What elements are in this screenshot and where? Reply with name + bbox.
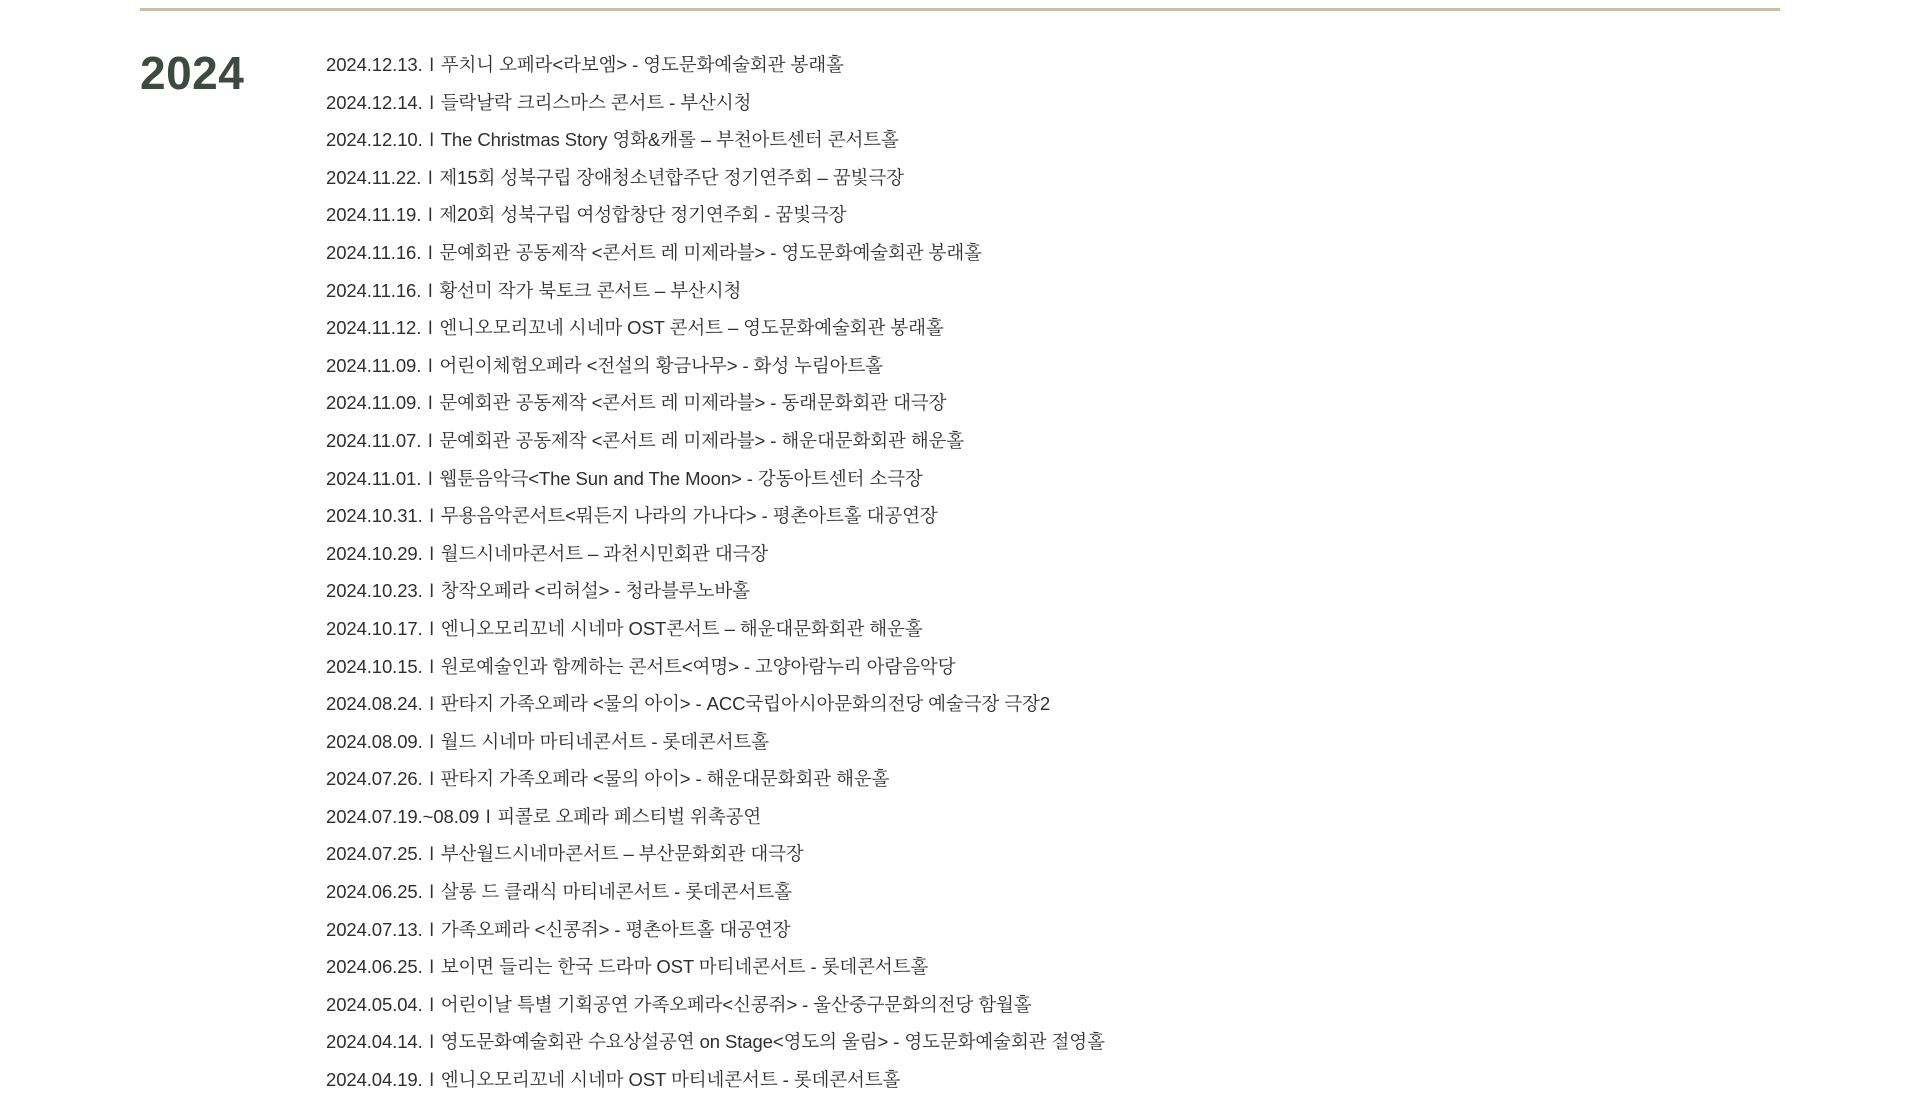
performance-title: 웹툰음악극<The Sun and The Moon> - 강동아트센터 소극장 [439,467,923,489]
performance-date: 2024.12.14. [326,91,423,113]
performance-entry [326,760,1866,798]
performance-separator: l [423,392,438,414]
performance-title: The Christmas Story 영화&캐롤 – 부천아트센터 콘서트홀 [440,129,899,151]
performance-separator: l [424,91,439,113]
performance-separator: l [423,467,438,489]
performance-separator: l [424,993,439,1015]
performance-separator: l [423,429,438,451]
performance-entry [326,272,1866,310]
performance-date: 2024.05.04. [326,993,423,1015]
performance-entry [326,873,1866,911]
performance-entry [326,159,1866,197]
performance-date: 2024.06.25. [326,881,423,903]
performance-separator: l [424,918,439,940]
performance-separator: l [424,54,439,75]
performance-title: 제20회 성북구립 여성합창단 정기연주회 - 꿈빛극장 [439,204,847,226]
performance-entry [326,648,1866,686]
year-label: 2024 [140,47,245,99]
performance-title: 어린이날 특별 기획공연 가족오페라<신콩쥐> - 울산중구문화의전당 함월홀 [440,993,1032,1015]
performance-date: 2024.06.25. [326,956,423,978]
performance-entry [326,835,1866,873]
performance-title: 가족오페라 <신콩쥐> - 평촌아트홀 대공연장 [440,918,791,940]
performance-title: 엔니오모리꼬네 시네마 OST 콘서트 – 영도문화예술회관 봉래홀 [439,317,944,339]
performance-date: 2024.12.13. [326,54,423,75]
performance-separator: l [424,1031,439,1053]
performance-separator: l [423,317,438,339]
performance-title: 엔니오모리꼬네 시네마 OST콘서트 – 해운대문화회관 해운홀 [440,617,923,639]
performance-date: 2024.11.01. [326,467,422,489]
performance-date: 2024.11.12. [326,317,422,339]
performance-entry [326,196,1866,234]
performance-entry [326,948,1866,986]
performance-title: 보이면 들리는 한국 드라마 OST 마티네콘서트 - 롯데콘서트홀 [440,956,929,978]
performance-title: 제15회 성북구립 장애청소년합주단 정기연주회 – 꿈빛극장 [439,166,904,188]
performance-date: 2024.10.17. [326,617,423,639]
performance-separator: l [424,505,439,527]
performance-date: 2024.11.22. [326,166,422,188]
performance-entry [326,234,1866,272]
performance-list [326,46,1866,1099]
performance-entry [326,460,1866,498]
performance-date: 2024.11.19. [326,204,422,226]
performance-title: 엔니오모리꼬네 시네마 OST 마티네콘서트 - 롯데콘서트홀 [440,1069,901,1091]
performance-title: 문예회관 공동제작 <콘서트 레 미제라블> - 동래문화회관 대극장 [439,392,947,414]
performance-entry [326,572,1866,610]
performance-title: 창작오페라 <리허설> - 청라블루노바홀 [440,580,750,602]
performance-separator: l [424,617,439,639]
performance-separator: l [424,580,439,602]
performance-date: 2024.11.09. [326,354,422,376]
performance-date: 2024.10.31. [326,505,423,527]
performance-separator: l [424,843,439,865]
performance-separator: l [424,1069,439,1091]
performance-entry [326,798,1866,836]
performance-date: 2024.04.19. [326,1069,423,1091]
performance-date: 2024.11.16. [326,241,422,263]
performance-entry [326,46,1866,84]
performance-title: 어린이체험오페라 <전설의 황금나무> - 화성 누림아트홀 [439,354,883,376]
performance-separator: l [424,655,439,677]
performance-title: 피콜로 오페라 페스티벌 위촉공연 [497,805,762,827]
performance-separator: l [424,542,439,564]
performance-entry [326,1023,1866,1061]
performance-title: 무용음악콘서트<뭐든지 나라의 가나다> - 평촌아트홀 대공연장 [440,505,938,527]
performance-date: 2024.11.07. [326,429,422,451]
performance-date: 2024.08.24. [326,693,423,715]
performance-title: 영도문화예술회관 수요상설공연 on Stage<영도의 울림> - 영도문화예술회관 절영홀 [440,1031,1105,1053]
performance-separator: l [424,956,439,978]
performance-date: 2024.10.23. [326,580,423,602]
performance-date: 2024.08.09. [326,730,423,752]
performance-separator: l [424,693,439,715]
performance-entry [326,610,1866,648]
performance-date: 2024.10.15. [326,655,423,677]
performance-date: 2024.11.09. [326,392,422,414]
performance-title: 푸치니 오페라<라보엠> - 영도문화예술회관 봉래홀 [440,54,844,75]
performance-separator: l [481,805,496,827]
performance-date: 2024.11.16. [326,279,422,301]
performance-date: 2024.07.13. [326,918,423,940]
performance-separator: l [424,768,439,790]
performance-date: 2024.07.26. [326,768,423,790]
performance-title: 황선미 작가 북토크 콘서트 – 부산시청 [439,279,742,301]
year-column [140,47,320,99]
performance-separator: l [423,241,438,263]
performance-entry [326,723,1866,761]
performance-title: 문예회관 공동제작 <콘서트 레 미제라블> - 해운대문화회관 해운홀 [439,429,965,451]
performance-separator: l [423,279,438,301]
performance-entry [326,911,1866,949]
performance-title: 살롱 드 클래식 마티네콘서트 - 롯데콘서트홀 [440,881,792,903]
performance-entry [326,685,1866,723]
performance-separator: l [423,204,438,226]
performance-separator: l [424,881,439,903]
performance-separator: l [424,129,439,151]
performance-entry [326,422,1866,460]
performance-entry [326,535,1866,573]
performance-date: 2024.04.14. [326,1031,423,1053]
performance-title: 월드 시네마 마티네콘서트 - 롯데콘서트홀 [440,730,770,752]
performance-title: 부산월드시네마콘서트 – 부산문화회관 대극장 [440,843,804,865]
performance-entry [326,84,1866,122]
performance-title: 문예회관 공동제작 <콘서트 레 미제라블> - 영도문화예술회관 봉래홀 [439,241,982,263]
performance-entry [326,347,1866,385]
performance-title: 판타지 가족오페라 <물의 아이> - 해운대문화회관 해운홀 [440,768,890,790]
performance-title: 월드시네마콘서트 – 과천시민회관 대극장 [440,542,769,564]
performance-entry [326,309,1866,347]
performance-separator: l [423,354,438,376]
performance-date: 2024.10.29. [326,542,423,564]
performance-entry [326,384,1866,422]
performance-date: 2024.07.25. [326,843,423,865]
performance-entry [326,121,1866,159]
performance-date: 2024.07.19.~08.09 [326,805,480,827]
performance-separator: l [424,730,439,752]
performance-title: 원로예술인과 함께하는 콘서트<여명> - 고양아람누리 아람음악당 [440,655,956,677]
performance-title: 판타지 가족오페라 <물의 아이> - ACC국립아시아문화의전당 예술극장 극장2 [440,693,1051,715]
performance-entry [326,497,1866,535]
performance-entry [326,986,1866,1024]
performance-date: 2024.12.10. [326,129,423,151]
performance-separator: l [423,166,438,188]
header-divider [140,8,1780,11]
performance-title: 들락날락 크리스마스 콘서트 - 부산시청 [440,91,752,113]
